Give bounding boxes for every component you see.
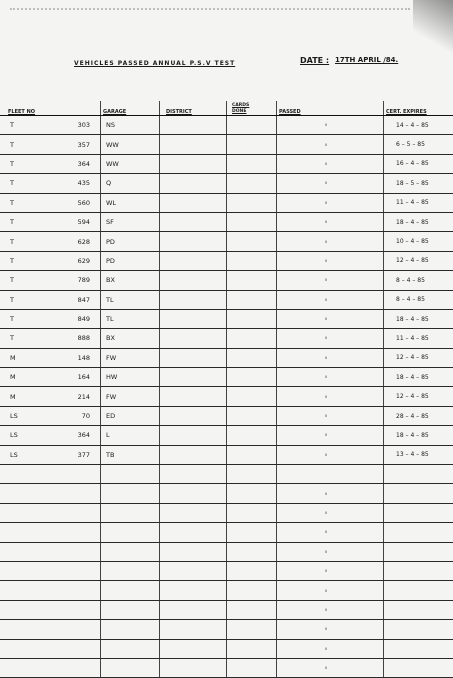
passed-mark: II	[277, 212, 384, 231]
passed-mark: II	[277, 523, 384, 542]
cards-done-cell	[227, 135, 277, 154]
fleet-number	[58, 620, 101, 639]
passed-mark: II	[277, 290, 384, 309]
cards-done-cell	[227, 620, 277, 639]
fleet-prefix: T	[0, 329, 58, 348]
cert-expiry: 18 – 4 – 85	[384, 426, 453, 445]
cards-done-cell	[227, 445, 277, 464]
fleet-prefix	[0, 561, 58, 580]
passed-mark: II	[277, 135, 384, 154]
cert-expiry	[384, 639, 453, 658]
passed-mark: II	[277, 426, 384, 445]
passed-mark: II	[277, 600, 384, 619]
garage-code	[101, 484, 160, 503]
fleet-prefix: T	[0, 251, 58, 270]
passed-mark: II	[277, 542, 384, 561]
cert-expiry: 16 – 4 – 85	[384, 154, 453, 173]
garage-code	[101, 600, 160, 619]
header-passed: PASSED	[277, 101, 384, 116]
fleet-number: 789	[58, 271, 101, 290]
district-cell	[160, 620, 227, 639]
fleet-prefix	[0, 581, 58, 600]
district-cell	[160, 503, 227, 522]
passed-mark: II	[277, 581, 384, 600]
fleet-prefix: T	[0, 116, 58, 135]
passed-mark: II	[277, 639, 384, 658]
garage-code	[101, 465, 160, 484]
fleet-number	[58, 484, 101, 503]
fleet-number: 364	[58, 426, 101, 445]
garage-code: ED	[101, 406, 160, 425]
table-row	[0, 251, 453, 270]
garage-code: HW	[101, 368, 160, 387]
passed-mark: II	[277, 174, 384, 193]
table-row	[0, 193, 453, 212]
cert-expiry: 12 – 4 – 85	[384, 387, 453, 406]
table-row	[0, 174, 453, 193]
district-cell	[160, 639, 227, 658]
table-row-empty	[0, 620, 453, 639]
fleet-prefix: M	[0, 387, 58, 406]
district-cell	[160, 445, 227, 464]
header-cert-expires: CERT. EXPIRES	[384, 101, 453, 116]
district-cell	[160, 232, 227, 251]
cards-done-cell	[227, 212, 277, 231]
cards-done-cell	[227, 639, 277, 658]
fleet-prefix: T	[0, 135, 58, 154]
garage-code: FW	[101, 348, 160, 367]
district-cell	[160, 290, 227, 309]
fleet-prefix	[0, 620, 58, 639]
garage-code	[101, 620, 160, 639]
district-cell	[160, 154, 227, 173]
fleet-number: 377	[58, 445, 101, 464]
district-cell	[160, 523, 227, 542]
cert-expiry	[384, 561, 453, 580]
cert-expiry: 18 – 4 – 85	[384, 368, 453, 387]
table-row-empty	[0, 503, 453, 522]
header-garage: GARAGE	[101, 101, 160, 116]
cards-done-cell	[227, 329, 277, 348]
fleet-number	[58, 600, 101, 619]
fleet-number	[58, 503, 101, 522]
passed-mark: II	[277, 658, 384, 677]
fleet-number: 148	[58, 348, 101, 367]
passed-mark: II	[277, 271, 384, 290]
district-cell	[160, 465, 227, 484]
passed-mark: II	[277, 116, 384, 135]
fleet-prefix	[0, 503, 58, 522]
passed-mark: II	[277, 154, 384, 173]
garage-code: WL	[101, 193, 160, 212]
passed-mark: II	[277, 368, 384, 387]
cards-done-cell	[227, 290, 277, 309]
fleet-prefix	[0, 658, 58, 677]
district-cell	[160, 561, 227, 580]
fleet-prefix	[0, 542, 58, 561]
passed-mark: II	[277, 406, 384, 425]
passed-mark: II	[277, 484, 384, 503]
fleet-number	[58, 542, 101, 561]
table-row	[0, 290, 453, 309]
garage-code: PD	[101, 232, 160, 251]
district-cell	[160, 658, 227, 677]
cards-done-cell	[227, 542, 277, 561]
cards-done-cell	[227, 193, 277, 212]
cards-done-cell	[227, 368, 277, 387]
fleet-prefix: M	[0, 348, 58, 367]
header-done-line: DONE	[232, 109, 276, 115]
fleet-number: 435	[58, 174, 101, 193]
fleet-number: 303	[58, 116, 101, 135]
fleet-number: 594	[58, 212, 101, 231]
district-cell	[160, 406, 227, 425]
cert-expiry	[384, 620, 453, 639]
district-cell	[160, 348, 227, 367]
fleet-number: 560	[58, 193, 101, 212]
date-value: 17TH APRIL /84.	[335, 56, 398, 64]
table-row-empty	[0, 658, 453, 677]
cert-expiry: 8 – 4 – 85	[384, 290, 453, 309]
table-row-empty	[0, 523, 453, 542]
fleet-number	[58, 523, 101, 542]
fleet-prefix: LS	[0, 406, 58, 425]
garage-code	[101, 639, 160, 658]
cert-expiry: 18 – 4 – 85	[384, 212, 453, 231]
table-row	[0, 232, 453, 251]
district-cell	[160, 271, 227, 290]
fleet-prefix: T	[0, 271, 58, 290]
district-cell	[160, 116, 227, 135]
fleet-number	[58, 658, 101, 677]
fleet-prefix: T	[0, 290, 58, 309]
cert-expiry: 11 – 4 – 85	[384, 193, 453, 212]
cards-done-cell	[227, 561, 277, 580]
passed-mark: II	[277, 232, 384, 251]
table-row-empty	[0, 542, 453, 561]
cards-done-cell	[227, 581, 277, 600]
cert-expiry: 14 – 4 – 85	[384, 116, 453, 135]
district-cell	[160, 387, 227, 406]
cert-expiry	[384, 465, 453, 484]
passed-mark: II	[277, 329, 384, 348]
garage-code: TL	[101, 309, 160, 328]
fleet-prefix	[0, 600, 58, 619]
garage-code: NS	[101, 116, 160, 135]
fleet-number: 364	[58, 154, 101, 173]
garage-code: L	[101, 426, 160, 445]
district-cell	[160, 542, 227, 561]
table-row-empty	[0, 600, 453, 619]
header-cards-done	[227, 101, 277, 116]
district-cell	[160, 368, 227, 387]
passed-mark: II	[277, 251, 384, 270]
table-row	[0, 445, 453, 464]
cards-done-cell	[227, 503, 277, 522]
table-row	[0, 387, 453, 406]
cards-done-cell	[227, 116, 277, 135]
garage-code: TB	[101, 445, 160, 464]
fleet-prefix	[0, 465, 58, 484]
passed-mark: II	[277, 387, 384, 406]
table-row	[0, 329, 453, 348]
cert-expiry	[384, 484, 453, 503]
header-cards-line: CARDS	[232, 103, 276, 109]
garage-code	[101, 561, 160, 580]
district-cell	[160, 174, 227, 193]
district-cell	[160, 426, 227, 445]
district-cell	[160, 251, 227, 270]
garage-code: Q	[101, 174, 160, 193]
table-row	[0, 426, 453, 445]
table-row-empty	[0, 639, 453, 658]
garage-code	[101, 523, 160, 542]
document-title: VEHICLES PASSED ANNUAL P.S.V TEST	[74, 60, 235, 67]
garage-code	[101, 542, 160, 561]
cards-done-cell	[227, 600, 277, 619]
passed-mark: II	[277, 348, 384, 367]
fleet-number: 849	[58, 309, 101, 328]
cards-done-cell	[227, 387, 277, 406]
fleet-prefix: T	[0, 174, 58, 193]
passed-mark: II	[277, 309, 384, 328]
header-spacer	[58, 101, 101, 116]
garage-code: TL	[101, 290, 160, 309]
cert-expiry	[384, 523, 453, 542]
fleet-number: 629	[58, 251, 101, 270]
cert-expiry: 12 – 4 – 85	[384, 348, 453, 367]
table-row-empty	[0, 465, 453, 484]
table-row	[0, 368, 453, 387]
fleet-prefix	[0, 523, 58, 542]
table-row	[0, 116, 453, 135]
cert-expiry	[384, 658, 453, 677]
table-header-row	[0, 101, 453, 116]
fleet-prefix: T	[0, 154, 58, 173]
fleet-number: 70	[58, 406, 101, 425]
garage-code	[101, 581, 160, 600]
fleet-number: 214	[58, 387, 101, 406]
district-cell	[160, 212, 227, 231]
district-cell	[160, 193, 227, 212]
table-body	[0, 116, 453, 678]
vehicles-table	[0, 101, 453, 678]
passed-mark: II	[277, 503, 384, 522]
fleet-number: 164	[58, 368, 101, 387]
cert-expiry	[384, 542, 453, 561]
cert-expiry: 8 – 4 – 85	[384, 271, 453, 290]
garage-code: BX	[101, 329, 160, 348]
cards-done-cell	[227, 523, 277, 542]
garage-code: FW	[101, 387, 160, 406]
passed-mark: II	[277, 561, 384, 580]
fleet-number: 628	[58, 232, 101, 251]
cards-done-cell	[227, 309, 277, 328]
fleet-prefix	[0, 484, 58, 503]
fleet-number	[58, 561, 101, 580]
fleet-prefix: T	[0, 212, 58, 231]
fleet-prefix: LS	[0, 426, 58, 445]
header-fleet-no: FLEET NO	[0, 101, 58, 116]
garage-code: WW	[101, 154, 160, 173]
district-cell	[160, 309, 227, 328]
fleet-prefix: M	[0, 368, 58, 387]
table-row	[0, 406, 453, 425]
cards-done-cell	[227, 154, 277, 173]
cards-done-cell	[227, 484, 277, 503]
passed-mark: II	[277, 445, 384, 464]
table-row	[0, 135, 453, 154]
garage-code	[101, 503, 160, 522]
table-row-empty	[0, 581, 453, 600]
cert-expiry: 12 – 4 – 85	[384, 251, 453, 270]
cards-done-cell	[227, 232, 277, 251]
date-label: DATE :	[300, 56, 329, 65]
table-row	[0, 348, 453, 367]
fleet-prefix: T	[0, 232, 58, 251]
district-cell	[160, 135, 227, 154]
fleet-number: 888	[58, 329, 101, 348]
district-cell	[160, 329, 227, 348]
garage-code: SF	[101, 212, 160, 231]
garage-code: BX	[101, 271, 160, 290]
cert-expiry: 18 – 4 – 85	[384, 309, 453, 328]
fleet-prefix: T	[0, 309, 58, 328]
passed-mark	[277, 465, 384, 484]
cert-expiry: 18 – 5 – 85	[384, 174, 453, 193]
cert-expiry: 28 – 4 – 85	[384, 406, 453, 425]
passed-mark: II	[277, 193, 384, 212]
table-row	[0, 309, 453, 328]
garage-code: PD	[101, 251, 160, 270]
district-cell	[160, 581, 227, 600]
cards-done-cell	[227, 348, 277, 367]
faded-top-text-line	[10, 8, 410, 16]
cert-expiry: 11 – 4 – 85	[384, 329, 453, 348]
district-cell	[160, 600, 227, 619]
header-district: DISTRICT	[160, 101, 227, 116]
cert-expiry: 13 – 4 – 85	[384, 445, 453, 464]
table-row	[0, 212, 453, 231]
passed-mark: II	[277, 620, 384, 639]
cert-expiry	[384, 503, 453, 522]
fleet-number	[58, 639, 101, 658]
scan-corner-shadow	[413, 0, 453, 55]
cards-done-cell	[227, 426, 277, 445]
cert-expiry	[384, 581, 453, 600]
table-row	[0, 154, 453, 173]
cards-done-cell	[227, 271, 277, 290]
cert-expiry: 6 – 5 – 85	[384, 135, 453, 154]
table-row	[0, 271, 453, 290]
fleet-number	[58, 465, 101, 484]
fleet-number: 357	[58, 135, 101, 154]
fleet-number	[58, 581, 101, 600]
fleet-number: 847	[58, 290, 101, 309]
table-row-empty	[0, 561, 453, 580]
garage-code	[101, 658, 160, 677]
fleet-prefix: T	[0, 193, 58, 212]
district-cell	[160, 484, 227, 503]
cards-done-cell	[227, 465, 277, 484]
cert-expiry	[384, 600, 453, 619]
cards-done-cell	[227, 658, 277, 677]
cards-done-cell	[227, 406, 277, 425]
fleet-prefix: LS	[0, 445, 58, 464]
table-row-empty	[0, 484, 453, 503]
cards-done-cell	[227, 174, 277, 193]
garage-code: WW	[101, 135, 160, 154]
cards-done-cell	[227, 251, 277, 270]
cert-expiry: 10 – 4 – 85	[384, 232, 453, 251]
fleet-prefix	[0, 639, 58, 658]
